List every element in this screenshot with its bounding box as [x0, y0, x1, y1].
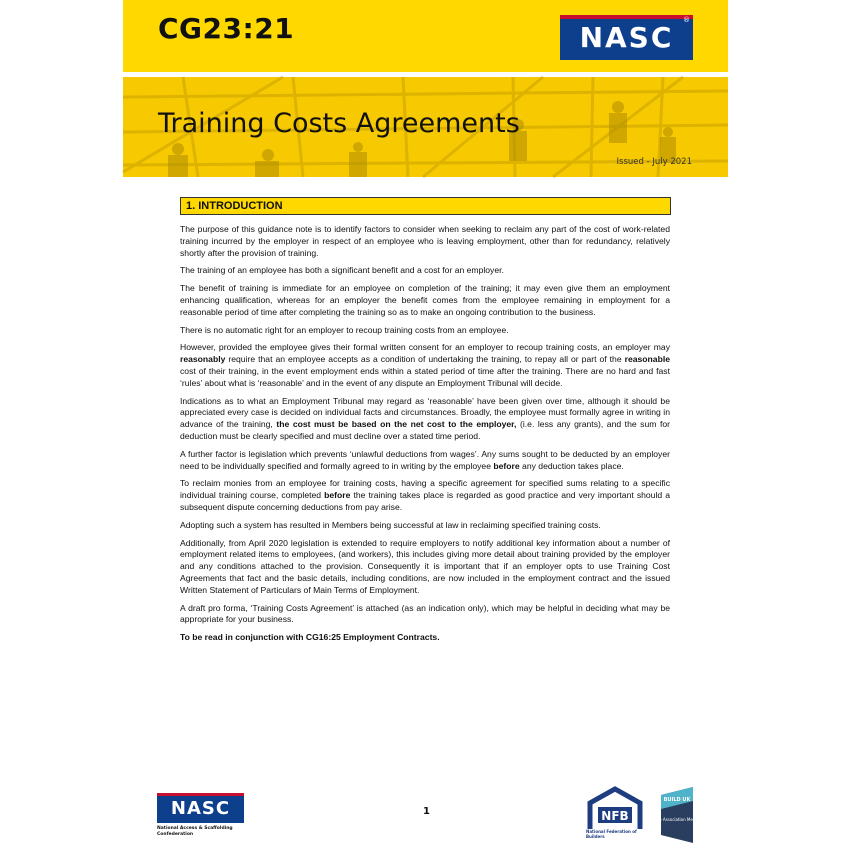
guidance-code: CG23:21	[158, 12, 295, 45]
registered-mark: ®	[683, 16, 690, 24]
paragraph	[180, 478, 670, 513]
text-run: Indications as to what an Employment Tribunal may regard as ‘reasonable’ have been given over time, although it should be appreciated every case is decided on individual facts and circumstances. Broadly, the employee must formally agree in writing in advance of the training,	[180, 395, 670, 430]
bold-text: reasonable	[624, 354, 670, 365]
paragraph: The training of an employee has both a significant benefit and a cost for an employer.	[180, 265, 504, 276]
footer-nasc-subtitle: National Access & Scaffolding Confederation	[157, 826, 233, 837]
paragraph: Additionally, from April 2020 legislation is extended to require employers to notify additional key information about a number of employment related items to employees, (and workers), this includes giving more detail about training provided by the employer and any conditions attached to the provision. Consequently it is important that if an employer opts to use Training Cost Agreements that fact and the basic details, including conditions, are now included in the employment contract and the issued Written Statement of Particulars of Main Terms of Employment.	[180, 537, 670, 595]
bold-text: the cost must be based on the net cost to the employer,	[276, 419, 517, 430]
footer-nasc-text: NASC	[170, 798, 231, 819]
text-run: To reclaim monies from an employee for training costs, having a specific agreement for specified sums relating to a specific individual training course, completed	[180, 478, 670, 501]
text-run: cost of their training, in the event employment ends within a stated period of time after the training. There are no hard and fast ‘rules’ about what is ‘reasonable’ and in the event of any dispute an Employment Tribunal will decide.	[180, 365, 670, 388]
page-number: 1	[423, 806, 430, 817]
bold-text: To be read in conjunction with CG16:25 Employment Contracts.	[180, 632, 440, 643]
nasc-logo	[560, 15, 693, 60]
section-heading: 1. INTRODUCTION	[180, 197, 671, 215]
nfb-subtitle: National Federation of Builders	[586, 829, 637, 839]
text-run: any deduction takes place.	[519, 460, 624, 471]
nfb-logo-text: NFB	[601, 809, 629, 823]
footer-nasc-stripe	[157, 793, 244, 796]
build-uk-sub: Trade Association Member	[650, 817, 704, 822]
main-content	[180, 197, 670, 650]
issued-date: Issued - July 2021	[616, 157, 692, 167]
bold-text: before	[324, 490, 351, 501]
paragraph	[180, 342, 670, 389]
paragraph: There is no automatic right for an employer to recoup training costs from an employee.	[180, 324, 509, 335]
build-uk-badge	[650, 787, 704, 843]
paragraph	[180, 449, 670, 473]
footer-nasc-logo	[157, 793, 244, 823]
nasc-logo-text: NASC	[579, 21, 674, 54]
paragraph	[180, 396, 670, 443]
paragraph: The purpose of this guidance note is to identify factors to consider when seeking to reclaim any part of the cost of work-related training incurred by the employer in respect of an employee who is leaving employment, other than for redundancy, relatively shortly after the provision of training.	[180, 224, 670, 258]
paragraph: Adopting such a system has resulted in Members being successful at law in reclaiming specified training costs.	[180, 519, 601, 530]
text-run: the training takes place is regarded as good practice and very important should a subsequent dispute concerning deductions from pay arise.	[180, 490, 670, 512]
page-title: Training Costs Agreements	[158, 108, 520, 139]
nfb-logo	[586, 785, 644, 835]
text-run: However, provided the employee gives their formal written consent for an employer to recoup training costs, an employer may	[180, 342, 670, 353]
header-banner	[123, 0, 728, 177]
build-uk-text: BUILD UK	[663, 797, 691, 803]
nasc-logo-stripe	[560, 15, 693, 19]
paragraph: A draft pro forma, ‘Training Costs Agreement’ is attached (as an indication only), which may be helpful in deciding what may be appropriate for your business.	[180, 602, 670, 625]
document-page	[123, 0, 728, 852]
related-guidance-note	[180, 632, 670, 644]
bold-text: before	[493, 460, 520, 471]
paragraph: The benefit of training is immediate for an employee on completion of the training; it may even give them an employment enhancing qualification, whereas for an employer the benefit comes from the employee remaining in employment for a reasonable period of time after completing the training so as to make an ongoing contribution to the business.	[180, 283, 670, 317]
bold-text: reasonably	[180, 354, 226, 365]
text-run: A further factor is legislation which prevents ‘unlawful deductions from wages’. Any sums sought to be deducted by an employer need to be individually specified and formally agreed to in writing by the employee	[180, 448, 670, 471]
text-run: require that an employee accepts as a condition of undertaking the training, to repay all or part of the	[225, 354, 625, 365]
text-run: (i.e. less any grants), and the sum for deduction must be clearly specified and must decline over a stated time period.	[180, 419, 670, 441]
